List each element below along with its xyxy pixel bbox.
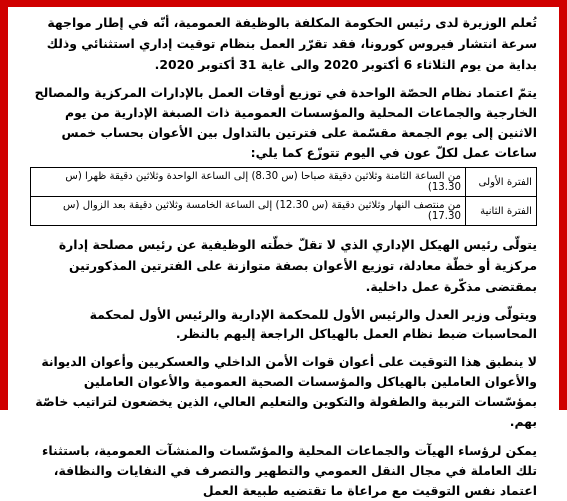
schedule-row [31,197,537,226]
schedule-period-hours: من الساعة الثامنة وثلاثين دقيقة صباحا (س 8.30) إلى الساعة الواحدة وثلاثين دقيقة ظهرا (س 13.30) [31,168,466,197]
schedule-row [31,168,537,197]
paragraph-justice: ويتولّى وزير العدل والرئيس الأول للمحكمة الإدارية والرئيس الأول لمحكمة المحاسبات ضبط نظام العمل بالهياكل الراجعة إليهم بالنظر. [89,307,537,341]
schedule-period-label: الفترة الأولى [466,168,537,197]
document-body [30,12,537,501]
top-border [8,0,559,7]
paragraph-exceptions: لا ينطبق هذا التوقيت على أعوان قوات الأمن الداخلي والعسكريين وأعوان الديوانة والأعوان العاملين بالهياكل والمؤسسات الصحية العمومية والأعوان العاملين بمؤسّسات التربية والطفولة والتكوين والتعليم العالي، الذين يخضعون لتراتيب خاصّة بهم. [35,354,537,429]
paragraph-announcement: تُعلم الوزيرة لدى رئيس الحكومة المكلفة بالوظيفة العمومية، أنّه في إطار مواجهة سرعة انتشار فيروس كورونا، فقد تقرّر العمل بنظام توقيت إداري استثنائي وذلك بداية من يوم الثلاثاء 6 أكتوبر 2020 والى غاية 31 أكتوبر 2020. [46,15,537,72]
schedule-table [30,167,537,226]
schedule-period-label: الفترة الثانية [466,197,537,226]
paragraph-local-bodies: يمكن لرؤساء الهيآت والجماعات المحلية والمؤسّسات والمنشآت العمومية، باستثناء تلك العاملة في مجال النقل العمومي والتطهير والتصرف في النفايات والنظافة، اعتماد نفس التوقيت مع مراعاة ما تقتضيه طبيعة العمل [42,443,537,498]
paragraph-distribution: يتولّى رئيس الهيكل الإداري الذي لا تقلّ خطّته الوظيفية عن رئيس مصلحة إدارة مركزية أو خطّة معادلة، توزيع الأعوان بصفة متوازنة على الفترتين المذكورتين بمقتضى مذكّرة عمل داخلية. [58,237,537,294]
paragraph-single-session: يتمّ اعتماد نظام الحصّة الواحدة في توزيع أوقات العمل بالإدارات المركزية والمصالح الخارجية والجماعات المحلية والمؤسسات العمومية ذات الصبغة الإدارية من يوم الاثنين إلى يوم الجمعة مقسّمة على فترتين بالتداول بين الأعوان بحساب خمس ساعات عمل لكلّ عون في اليوم تتوزّع كما يلي: [34,85,537,160]
schedule-period-hours: من منتصف النهار وثلاثين دقيقة (س 12.30) إلى الساعة الخامسة وثلاثين دقيقة بعد الزوال (س 17.30) [31,197,466,226]
